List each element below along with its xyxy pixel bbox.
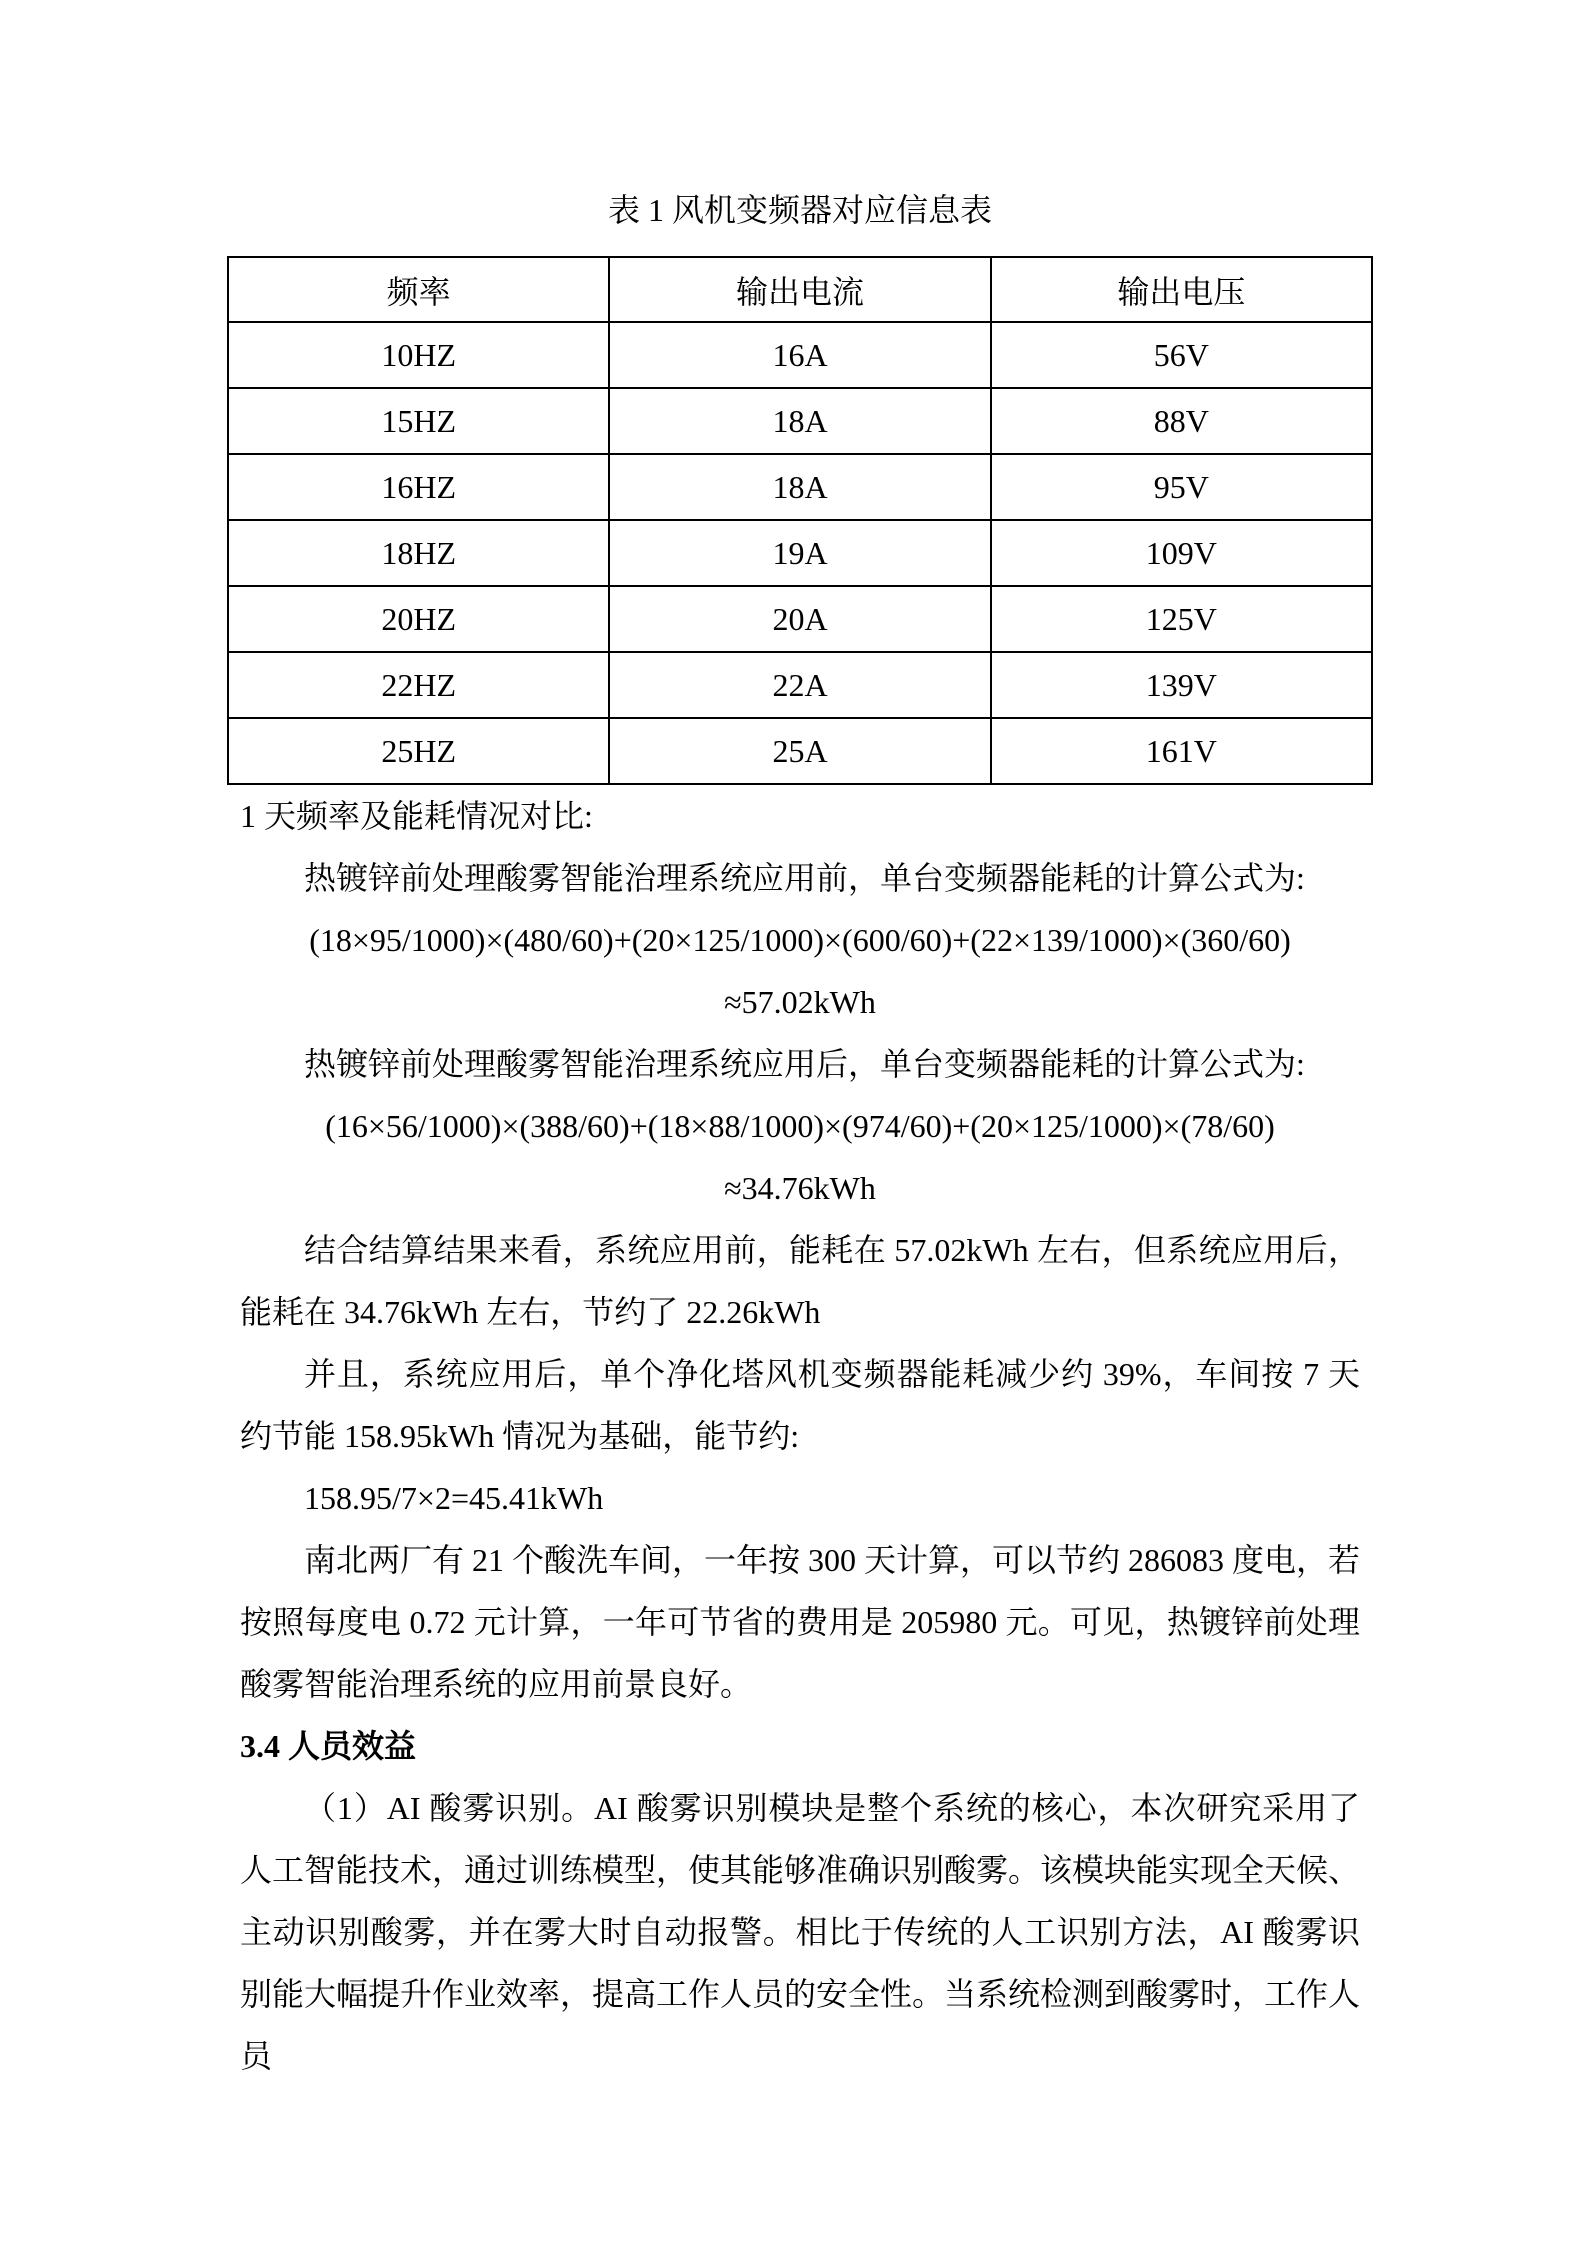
- paragraph: ≈57.02kWh: [724, 984, 876, 1020]
- paragraph: 158.95/7×2=45.41kWh: [304, 1480, 604, 1516]
- paragraph: 并且，系统应用后，单个净化塔风机变频器能耗减少约 39%，车间按 7 天约节能 158.95kWh 情况为基础，能节约:: [240, 1356, 1360, 1454]
- document-content: [240, 190, 1360, 2087]
- table-cell: 18A: [609, 454, 990, 520]
- table-row: [228, 718, 1372, 784]
- table-cell: 161V: [991, 718, 1372, 784]
- table-caption: 表 1 风机变频器对应信息表: [607, 192, 992, 228]
- table-row: [228, 388, 1372, 454]
- paragraph: ≈34.76kWh: [724, 1170, 876, 1206]
- table-cell: 20A: [609, 586, 990, 652]
- table-header-cell: 输出电压: [991, 257, 1372, 322]
- table-cell: 95V: [991, 454, 1372, 520]
- table-cell: 125V: [991, 586, 1372, 652]
- table-header-cell: 频率: [228, 257, 609, 322]
- table-cell: 16A: [609, 322, 990, 388]
- table-cell: 16HZ: [228, 454, 609, 520]
- table-row: [228, 586, 1372, 652]
- paragraph: （1）AI 酸雾识别。AI 酸雾识别模块是整个系统的核心，本次研究采用了人工智能技术，通过训练模型，使其能够准确识别酸雾。该模块能实现全天候、主动识别酸雾，并在雾大时自动报警。相比于传统的人工识别方法，AI 酸雾识别能大幅提升作业效率，提高工作人员的安全性。当系统检测到酸雾时，工作人员: [240, 1790, 1361, 2074]
- table-cell: 18A: [609, 388, 990, 454]
- section-heading: 3.4 人员效益: [240, 1728, 417, 1764]
- table-row: [228, 322, 1372, 388]
- table-row: [228, 454, 1372, 520]
- table-cell: 25HZ: [228, 718, 609, 784]
- paragraph: 结合结算结果来看，系统应用前，能耗在 57.02kWh 左右，但系统应用后，能耗在 34.76kWh 左右，节约了 22.26kWh: [240, 1232, 1360, 1330]
- paragraph: (18×95/1000)×(480/60)+(20×125/1000)×(600/60)+(22×139/1000)×(360/60): [309, 922, 1291, 958]
- paragraph: 热镀锌前处理酸雾智能治理系统应用后，单台变频器能耗的计算公式为:: [304, 1046, 1305, 1082]
- table-body: [228, 322, 1372, 784]
- table-cell: 10HZ: [228, 322, 609, 388]
- table-row: [228, 520, 1372, 586]
- paragraph: 1 天频率及能耗情况对比:: [240, 798, 593, 834]
- table-cell: 22HZ: [228, 652, 609, 718]
- body-paragraphs: [240, 785, 1360, 2087]
- table-header-cell: 输出电流: [609, 257, 990, 322]
- table-cell: 25A: [609, 718, 990, 784]
- paragraph: 南北两厂有 21 个酸洗车间，一年按 300 天计算，可以节约 286083 度电，若按照每度电 0.72 元计算，一年可节省的费用是 205980 元。可见，热镀锌前处理酸雾智能治理系统的应用前景良好。: [240, 1542, 1361, 1702]
- table-cell: 15HZ: [228, 388, 609, 454]
- paragraph: (16×56/1000)×(388/60)+(18×88/1000)×(974/60)+(20×125/1000)×(78/60): [325, 1108, 1275, 1144]
- table-header-row: [228, 257, 1372, 322]
- table-row: [228, 652, 1372, 718]
- table-cell: 22A: [609, 652, 990, 718]
- table-cell: 20HZ: [228, 586, 609, 652]
- table-row: [228, 257, 1372, 322]
- table-cell: 139V: [991, 652, 1372, 718]
- paragraph: 热镀锌前处理酸雾智能治理系统应用前，单台变频器能耗的计算公式为:: [304, 860, 1305, 896]
- table-cell: 18HZ: [228, 520, 609, 586]
- table-cell: 88V: [991, 388, 1372, 454]
- table-cell: 109V: [991, 520, 1372, 586]
- table-cell: 19A: [609, 520, 990, 586]
- fan-inverter-info-table: [227, 256, 1373, 785]
- table-cell: 56V: [991, 322, 1372, 388]
